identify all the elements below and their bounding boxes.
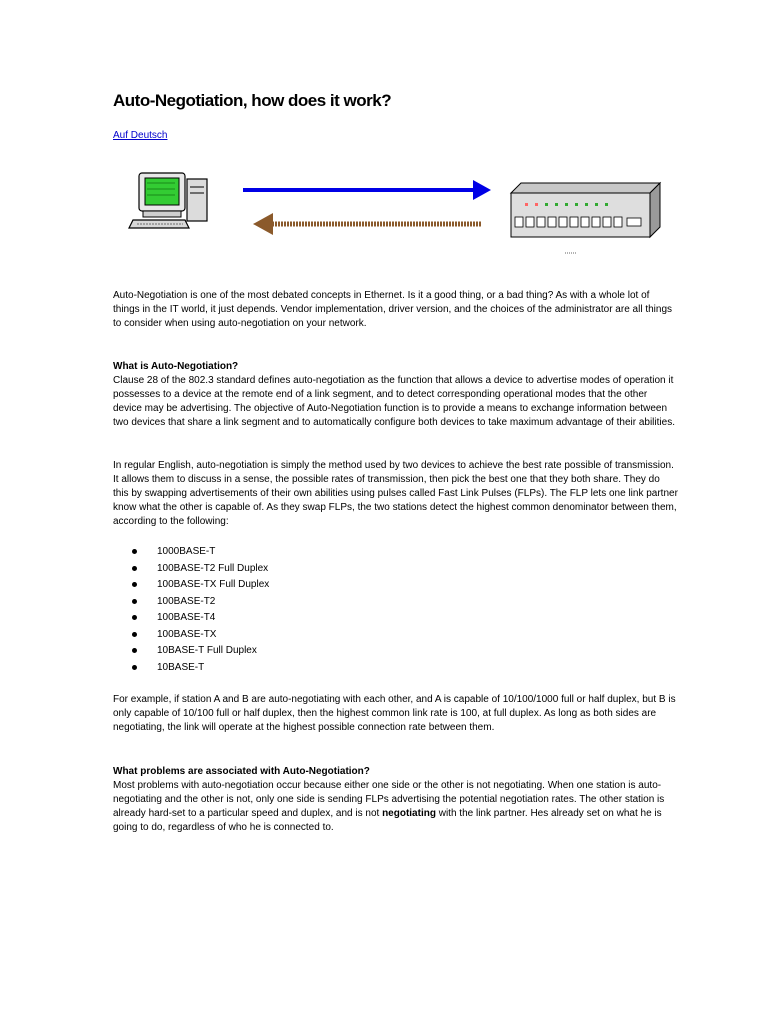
list-item: 10BASE-T Full Duplex	[113, 644, 269, 661]
bold-emphasis: negotiating	[382, 808, 436, 819]
bullet-icon	[132, 665, 137, 670]
negotiation-diagram	[125, 165, 675, 265]
list-item: 100BASE-T2 Full Duplex	[113, 562, 269, 579]
bullet-icon	[132, 549, 137, 554]
speed-list	[113, 545, 269, 677]
intro-paragraph: Auto-Negotiation is one of the most debated concepts in Ethernet. Is it a good thing, or a bad thing? As with a whole lot of things in the IT world, it just depends. Vendor implementation, driver version, and the choices of the administrator are all things to consider when using auto-negotiation on your network.	[113, 290, 673, 329]
list-item: 10BASE-T	[113, 661, 269, 678]
example-paragraph: For example, if station A and B are auto-negotiating with each other, and A is capable of 10/100/1000 full or half duplex, but B is only capable of 10/100 full or half duplex, then the highest common link rate is 100, at full duplex. As long as both sides are negotiating, the link will operate at the highest possible connection rate between them.	[113, 694, 676, 733]
definition-paragraph: Clause 28 of the 802.3 standard defines auto-negotiation as the function that allows a device to advertise modes of operation it possesses to a device at the remote end of a link segment, and to detect corresponding operational modes that the other device may be advertising. The objective of Auto-Negotiation function is to provide a means to exchange information between two devices that share a link segment and to automatically configure both devices to take maximum advantage of their abilities.	[113, 375, 675, 428]
computer-icon	[129, 173, 207, 228]
network-switch-icon	[511, 183, 660, 253]
bullet-icon	[132, 599, 137, 604]
bullet-icon	[132, 632, 137, 637]
section-heading-what-is: What is Auto-Negotiation?	[113, 361, 239, 372]
problems-paragraph: Most problems with auto-negotiation occur because either one side or the other is not negotiating. When one station is auto-negotiating and the other is not, only one side is sending FLPs advertising the potential negotiation rates. The other station is already hard-set to a particular speed and duplex, and is not negotiating with the link partner. Hes already set on what he is going to do, regardless of who he is connected to.	[113, 780, 665, 833]
forward-arrow	[243, 180, 491, 200]
list-item: 100BASE-T4	[113, 611, 269, 628]
list-item: 100BASE-TX	[113, 628, 269, 645]
bullet-icon	[132, 582, 137, 587]
bullet-icon	[132, 615, 137, 620]
list-item: 100BASE-T2	[113, 595, 269, 612]
section-heading-problems: What problems are associated with Auto-Negotiation?	[113, 766, 370, 777]
list-item: 1000BASE-T	[113, 545, 269, 562]
explanation-paragraph: In regular English, auto-negotiation is simply the method used by two devices to achieve the best rate possible of transmission. It allows them to discuss in a sense, the possible rates of transmission, then pick the best one that they both share. They do this by swapping advertisements of their own abilities using pulses called Fast Link Pulses (FLPs). The FLP lets one link partner know what the other is capable of. As they swap FLPs, the two stations detect the highest common denominator between them, according to the following:	[113, 460, 678, 527]
bullet-icon	[132, 566, 137, 571]
german-language-link[interactable]: Auf Deutsch	[113, 130, 168, 141]
list-item: 100BASE-TX Full Duplex	[113, 578, 269, 595]
page-title: Auto-Negotiation, how does it work?	[113, 91, 392, 110]
return-arrow	[253, 213, 481, 235]
bullet-icon	[132, 648, 137, 653]
